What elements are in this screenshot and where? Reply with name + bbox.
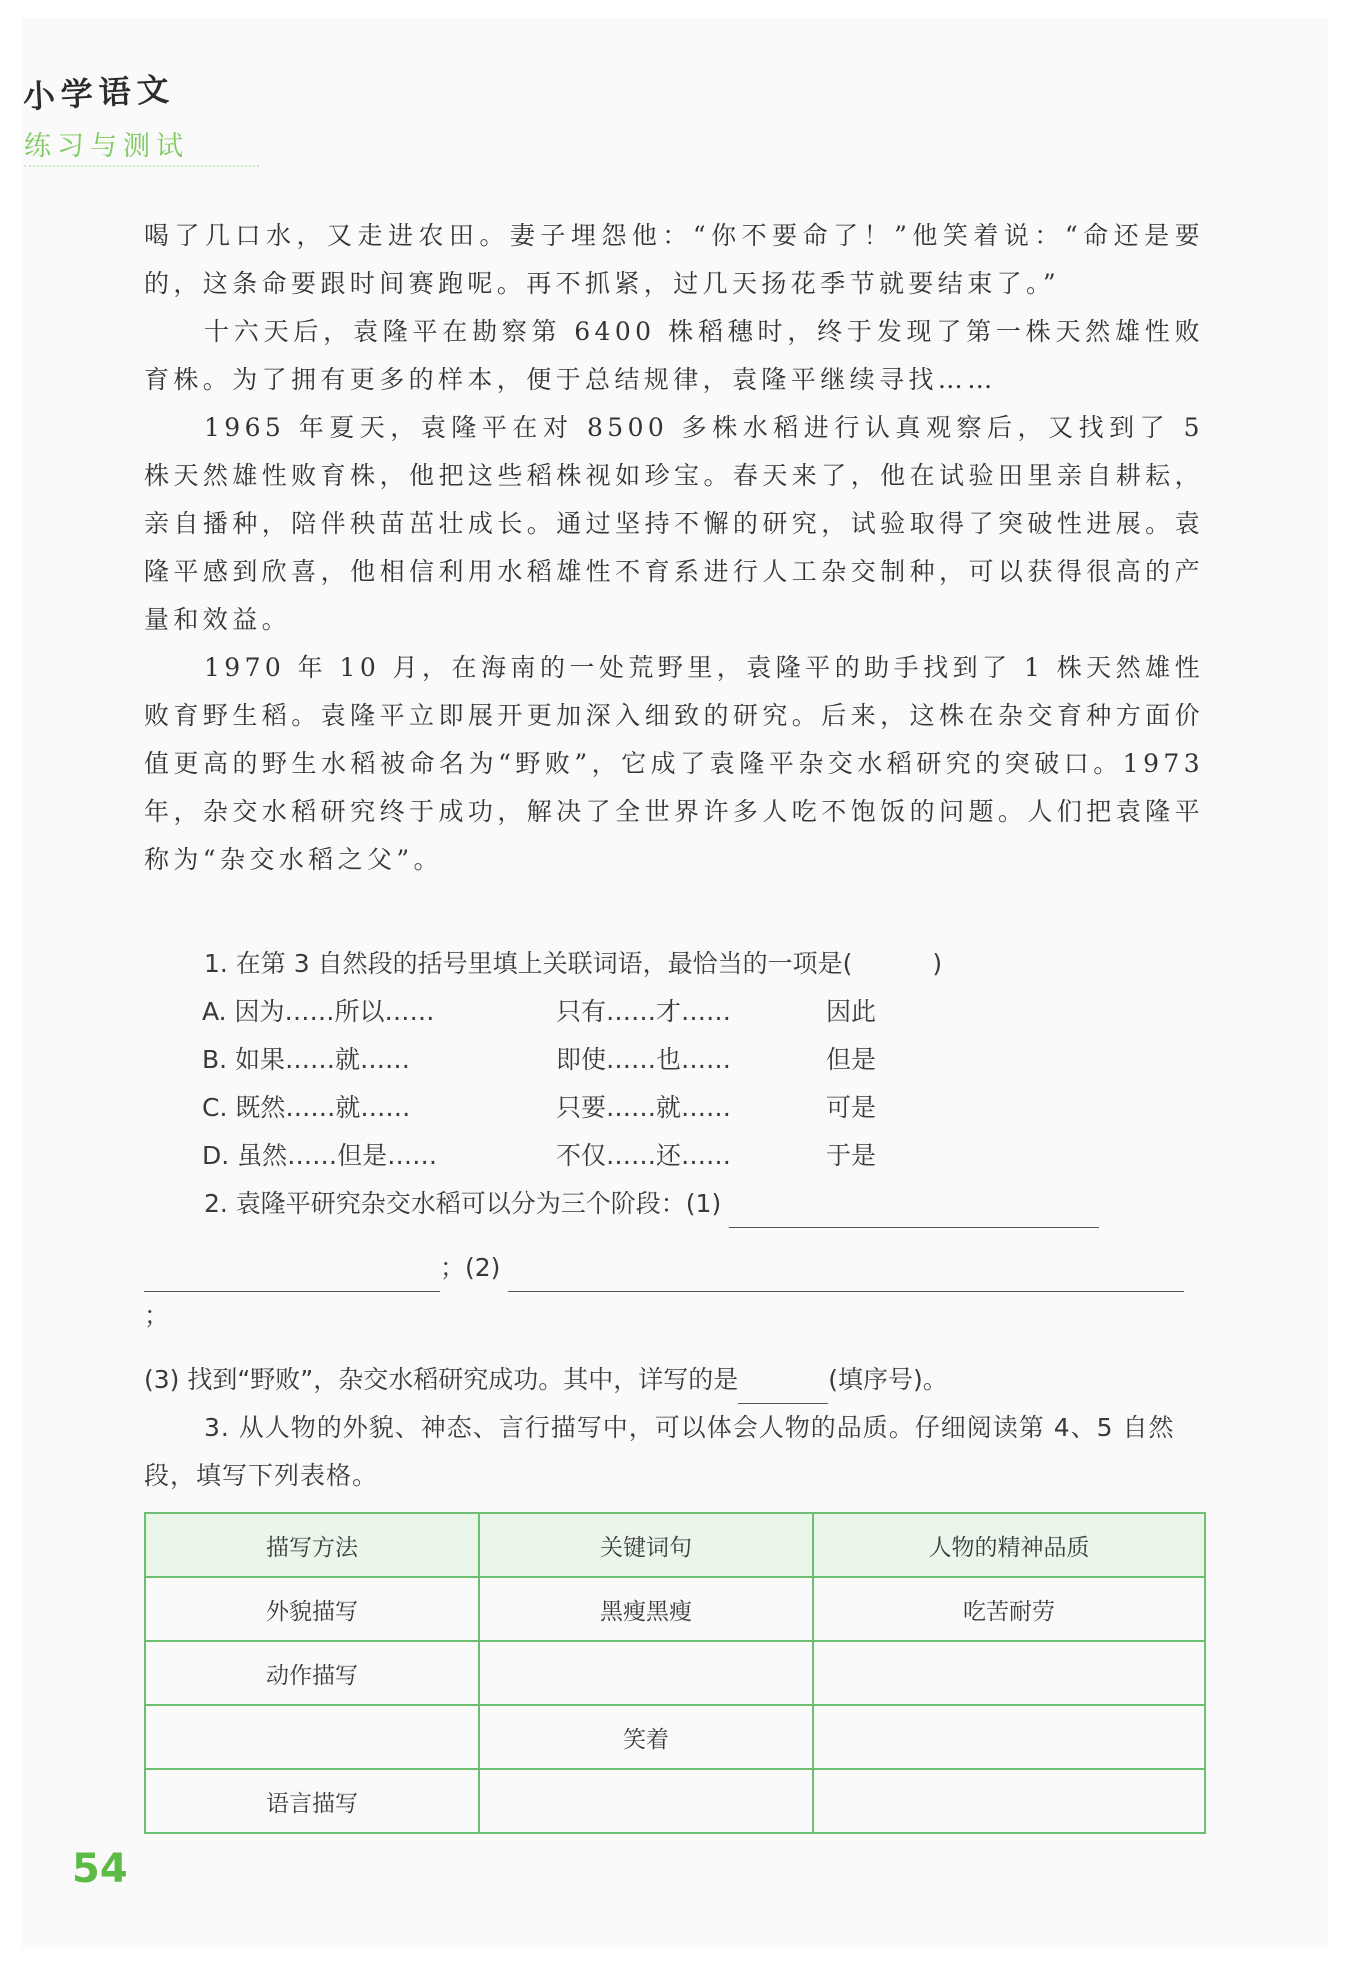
- question-2-line-2: ；(2) ；: [144, 1244, 1204, 1340]
- table-row: [145, 1641, 1205, 1705]
- page-number: 54: [72, 1846, 128, 1892]
- table-header: 描写方法: [145, 1513, 479, 1577]
- question-1-stem: 1. 在第 3 自然段的括号里填上关联词语，最恰当的一项是(: [204, 949, 853, 978]
- option-d: D. 虽然……但是…… 不仅……还…… 于是: [202, 1141, 877, 1170]
- book-title: 练习与测试: [24, 124, 259, 167]
- table-header: 关键词句: [479, 1513, 813, 1577]
- passage-paragraph: 1965 年夏天，袁隆平在对 8500 多株水稻进行认真观察后，又找到了 5 株天然雄性败育株，他把这些稻株视如珍宝。春天来了，他在试验田里亲自耕耘，亲自播种，陪伴秧苗茁壮成长。通过坚持不懈的研究，试验取得了突破性进展。袁隆平感到欣喜，他相信利用水稻雄性不育系进行人工杂交制种，可以获得很高的产量和效益。: [144, 413, 1204, 634]
- option-b: B. 如果……就…… 即使……也…… 但是: [202, 1045, 877, 1074]
- question-2-line-3: (3) 找到“野败”，杂交水稻研究成功。其中，详写的是 (填序号)。: [144, 1356, 1204, 1404]
- option-a: A. 因为……所以…… 只有……才…… 因此: [202, 997, 877, 1026]
- subject-title: 小学语文: [21, 70, 176, 117]
- question-1: 1. 在第 3 自然段的括号里填上关联词语，最恰当的一项是( ): [204, 949, 943, 978]
- table-cell: 黑瘦黑瘦: [479, 1577, 813, 1641]
- table-cell-blank[interactable]: [813, 1769, 1205, 1833]
- table-cell: 语言描写: [145, 1769, 479, 1833]
- passage-paragraph: 1970 年 10 月，在海南的一处荒野里，袁隆平的助手找到了 1 株天然雄性败育野生稻。袁隆平立即展开更加深入细致的研究。后来，这株在杂交育种方面价值更高的野生水稻被命名为“野败”，它成了袁隆平杂交水稻研究的突破口。1973 年，杂交水稻研究终于成功，解决了全世界许多人吃不饱饭的问题。人们把袁隆平称为“杂交水稻之父”。: [144, 653, 1204, 874]
- table-cell-blank[interactable]: [145, 1705, 479, 1769]
- passage-paragraph: 十六天后，袁隆平在勘察第 6400 株稻穗时，终于发现了第一株天然雄性败育株。为了拥有更多的样本，便于总结规律，袁隆平继续寻找……: [144, 317, 1204, 394]
- passage-paragraph: 喝了几口水，又走进农田。妻子埋怨他：“你不要命了！”他笑着说：“命还是要的，这条命要跟时间赛跑呢。再不抓紧，过几天扬花季节就要结束了。”: [144, 221, 1204, 298]
- table-row: [145, 1577, 1205, 1641]
- answer-blank-1-cont[interactable]: [144, 1261, 440, 1292]
- question-1-options: [202, 988, 1204, 1180]
- table-cell-blank[interactable]: [813, 1705, 1205, 1769]
- table-cell-blank[interactable]: [479, 1769, 813, 1833]
- table-cell: 笑着: [479, 1705, 813, 1769]
- answer-blank-3[interactable]: [738, 1373, 828, 1404]
- option-c: C. 既然……就…… 只要……就…… 可是: [202, 1093, 877, 1122]
- table-row: [145, 1705, 1205, 1769]
- table-header: 人物的精神品质: [813, 1513, 1205, 1577]
- question-2-stem: 2. 袁隆平研究杂交水稻可以分为三个阶段：(1): [204, 1189, 722, 1218]
- answer-blank-1[interactable]: [729, 1197, 1099, 1228]
- table-cell-blank[interactable]: [479, 1641, 813, 1705]
- answer-table: [144, 1512, 1206, 1834]
- answer-blank-2[interactable]: [508, 1261, 1184, 1292]
- question-3: 3. 从人物的外貌、神态、言行描写中，可以体会人物的品质。仔细阅读第 4、5 自然段，填写下列表格。: [144, 1413, 1175, 1490]
- content: [144, 212, 1204, 1834]
- table-cell: 动作描写: [145, 1641, 479, 1705]
- table-row: [145, 1769, 1205, 1833]
- table-cell-blank[interactable]: [813, 1641, 1205, 1705]
- table-cell: 外貌描写: [145, 1577, 479, 1641]
- header: [21, 70, 259, 167]
- table-header-row: [145, 1513, 1205, 1577]
- question-2: [144, 1180, 1204, 1228]
- table-cell: 吃苦耐劳: [813, 1577, 1205, 1641]
